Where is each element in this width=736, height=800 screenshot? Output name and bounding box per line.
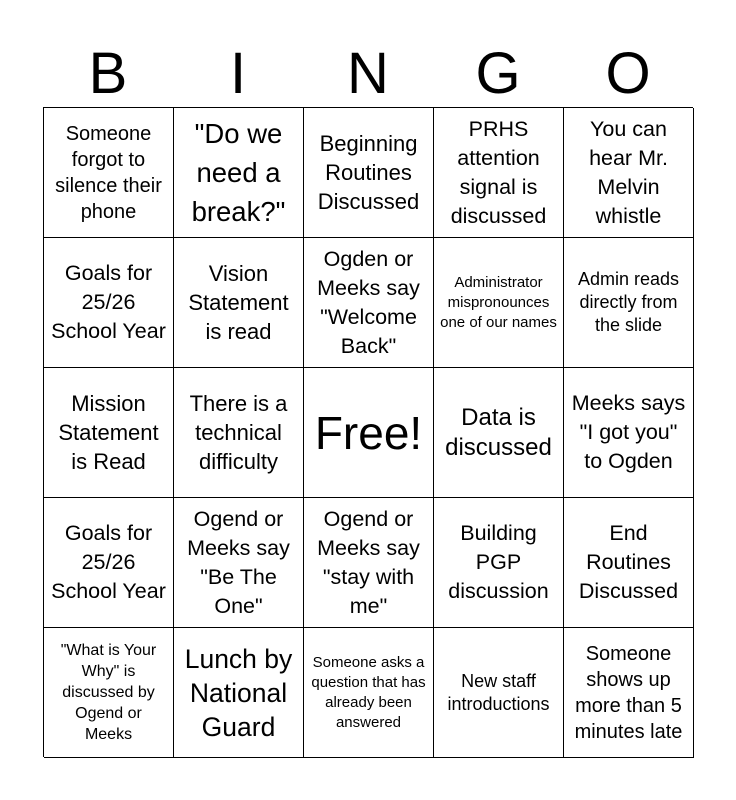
bingo-cell[interactable] bbox=[564, 108, 694, 238]
bingo-cell[interactable] bbox=[174, 368, 304, 498]
header-letter-b: B bbox=[88, 41, 128, 106]
free-space-cell[interactable] bbox=[304, 368, 434, 498]
bingo-cell-text: Goals for 25/26 School Year bbox=[51, 521, 166, 603]
bingo-cell-text: Someone forgot to silence their phone bbox=[55, 122, 162, 223]
bingo-cell-text: There is a technical difficulty bbox=[189, 391, 288, 474]
bingo-cell-text: Building PGP discussion bbox=[448, 521, 549, 603]
bingo-cell-text: "Do we need a break?" bbox=[191, 118, 286, 227]
bingo-cell-text: Data is discussed bbox=[445, 403, 552, 461]
header-letter-i: I bbox=[229, 41, 247, 106]
bingo-cell[interactable] bbox=[564, 238, 694, 368]
bingo-cell-text: Beginning Routines Discussed bbox=[317, 131, 420, 214]
bingo-card-grid bbox=[43, 107, 693, 757]
bingo-cell-text: PRHS attention signal is discussed bbox=[450, 116, 547, 228]
bingo-cell[interactable] bbox=[174, 628, 304, 758]
free-space-text: Free! bbox=[314, 406, 423, 459]
bingo-cell-text: Goals for 25/26 School Year bbox=[51, 261, 166, 343]
header-letter-n: N bbox=[347, 41, 389, 106]
bingo-cell-text: Vision Statement is read bbox=[188, 261, 289, 344]
bingo-cell[interactable] bbox=[434, 238, 564, 368]
bingo-cell[interactable] bbox=[564, 368, 694, 498]
bingo-cell[interactable] bbox=[304, 628, 434, 758]
bingo-cell-text: Administrator mispronounces one of our names bbox=[440, 273, 557, 331]
bingo-cell-text: "What is Your Why" is discussed by Ogend or Meeks bbox=[60, 642, 157, 743]
bingo-cell[interactable] bbox=[564, 628, 694, 758]
bingo-cell-text: Meeks says "I got you" to Ogden bbox=[571, 391, 686, 473]
bingo-cell-text: Someone shows up more than 5 minutes late bbox=[574, 642, 683, 743]
bingo-cell[interactable] bbox=[174, 498, 304, 628]
bingo-cell-text: Ogend or Meeks say "stay with me" bbox=[317, 506, 420, 618]
bingo-cell[interactable] bbox=[434, 498, 564, 628]
bingo-cell[interactable] bbox=[434, 628, 564, 758]
bingo-cell[interactable] bbox=[174, 108, 304, 238]
bingo-cell[interactable] bbox=[434, 368, 564, 498]
bingo-cell[interactable] bbox=[304, 108, 434, 238]
header-letter-g: G bbox=[475, 41, 521, 106]
bingo-cell[interactable] bbox=[44, 628, 174, 758]
bingo-cell[interactable] bbox=[304, 498, 434, 628]
bingo-cell-text: End Routines Discussed bbox=[578, 521, 679, 603]
bingo-cell[interactable] bbox=[44, 498, 174, 628]
bingo-cell[interactable] bbox=[304, 238, 434, 368]
bingo-cell-text: New staff introductions bbox=[447, 670, 550, 714]
bingo-cell-text: Mission Statement is Read bbox=[58, 391, 159, 474]
bingo-cell-text: Admin reads directly from the slide bbox=[577, 269, 680, 335]
bingo-cell[interactable] bbox=[564, 498, 694, 628]
bingo-cell[interactable] bbox=[44, 108, 174, 238]
bingo-cell-text: Lunch by National Guard bbox=[184, 643, 293, 742]
bingo-header bbox=[43, 40, 693, 108]
bingo-cell-text: Ogden or Meeks say "Welcome Back" bbox=[317, 246, 420, 358]
bingo-cell-text: You can hear Mr. Melvin whistle bbox=[589, 116, 668, 228]
header-letter-o: O bbox=[605, 41, 651, 106]
bingo-cell[interactable] bbox=[434, 108, 564, 238]
bingo-cell[interactable] bbox=[44, 238, 174, 368]
bingo-cell[interactable] bbox=[44, 368, 174, 498]
bingo-cell-text: Someone asks a question that has already been answered bbox=[311, 653, 426, 731]
bingo-cell[interactable] bbox=[174, 238, 304, 368]
bingo-cell-text: Ogend or Meeks say "Be The One" bbox=[187, 506, 290, 618]
